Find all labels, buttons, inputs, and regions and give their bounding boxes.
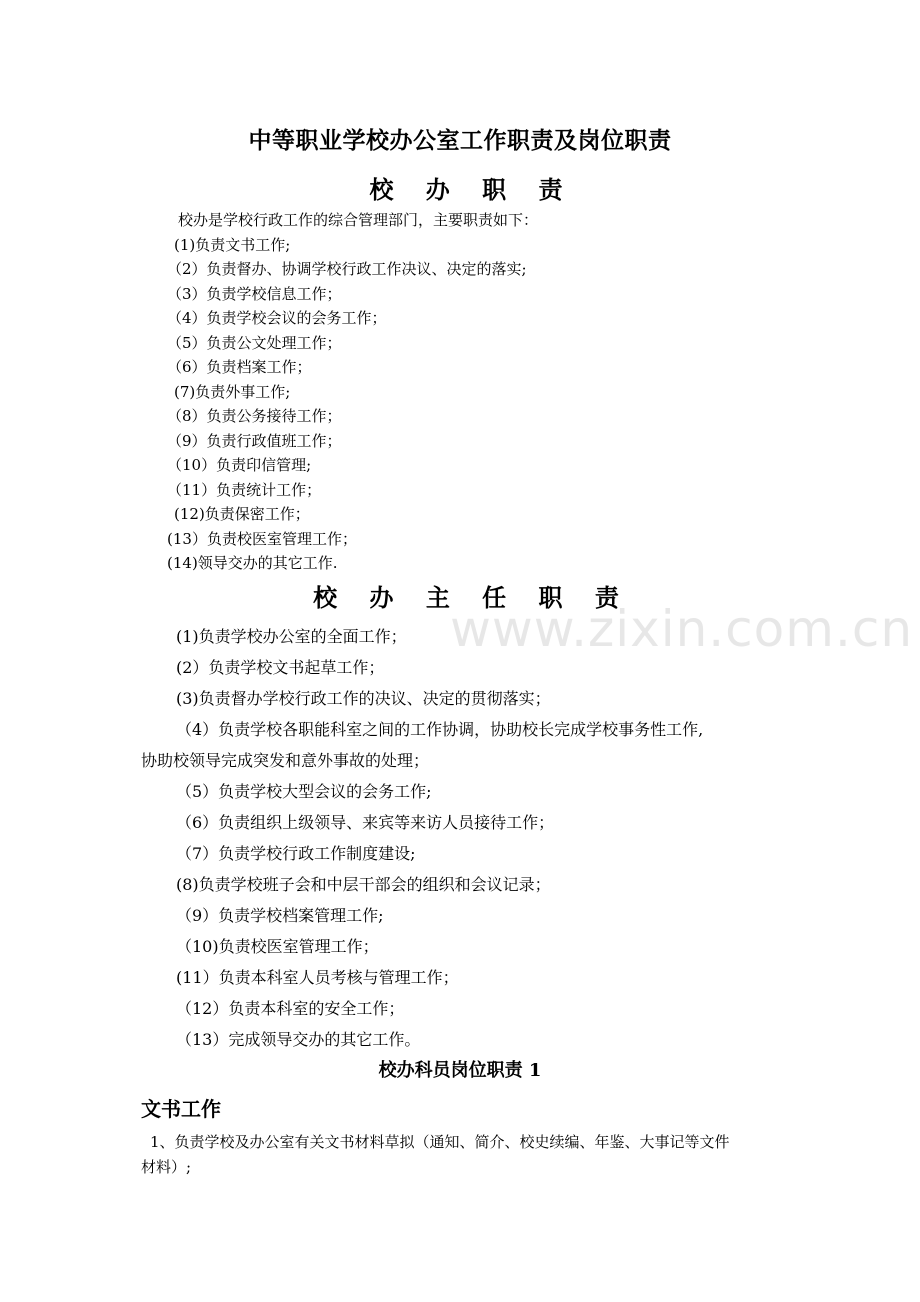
list-item: （11）负责统计工作； (167, 480, 322, 499)
subsection-heading-document-work: 文书工作 (141, 1097, 221, 1121)
list-item: （10）负责印信管理; (167, 456, 312, 474)
list-item: （2）负责督办、协调学校行政工作决议、决定的落实; (167, 260, 527, 278)
list-item-continuation: 材料）; (141, 1158, 192, 1176)
office-duties-list (0, 208, 920, 576)
watermark-text: www.zixin.com.cn (450, 600, 914, 658)
list-item: (1)负责文书工作; (174, 235, 291, 254)
document-title: 中等职业学校办公室工作职责及岗位职责 (248, 127, 672, 154)
list-item: (1)负责学校办公室的全面工作； (176, 627, 407, 646)
list-item: （6）负责组织上级领导、来宾等来访人员接待工作； (176, 813, 555, 832)
list-item: （4）负责学校会议的会务工作； (167, 309, 387, 327)
section-heading-director-duties: 校 办 主 任 职 责 (313, 583, 631, 612)
list-item: （7）负责学校行政工作制度建设; (176, 844, 416, 863)
list-item: (12)负责保密工作； (174, 505, 310, 523)
list-item: （13）完成领导交办的其它工作。 (176, 1030, 421, 1049)
list-item: (7)负责外事工作; (174, 382, 291, 401)
list-item: (8)负责学校班子会和中层干部会的组织和会议记录； (176, 875, 551, 894)
list-item: （5）负责公文处理工作； (167, 333, 342, 352)
list-item: （4）负责学校各职能科室之间的工作协调，协助校长完成学校事务性工作, (176, 720, 704, 739)
list-item: (3)负责督办学校行政工作的决议、决定的贯彻落实； (176, 689, 551, 708)
list-item: (2）负责学校文书起草工作； (176, 658, 385, 677)
list-item: （3）负责学校信息工作； (167, 284, 342, 303)
list-item: （12）负责本科室的安全工作； (176, 999, 405, 1018)
director-duties-list (0, 621, 920, 1055)
list-item-continuation: 协助校领导完成突发和意外事故的处理； (141, 751, 430, 770)
intro-line: 校办是学校行政工作的综合管理部门，主要职责如下： (178, 211, 539, 229)
list-item: 1、负责学校及办公室有关文书材料草拟（通知、简介、校史续编、年鉴、大事记等文件 (150, 1133, 730, 1151)
clerk-duties-list (0, 1130, 920, 1180)
list-item: （10)负责校医室管理工作； (176, 937, 379, 956)
list-item: (14)领导交办的其它工作. (167, 554, 338, 572)
list-item: （9）负责学校档案管理工作; (176, 906, 384, 925)
list-item: （8）负责公务接待工作； (167, 407, 342, 425)
list-item: （6）负责档案工作； (167, 358, 312, 376)
list-item: （5）负责学校大型会议的会务工作; (176, 782, 432, 801)
list-item: (13）负责校医室管理工作； (167, 529, 357, 548)
section-heading-office-duties: 校 办 职 责 (369, 175, 575, 204)
list-item: （9）负责行政值班工作； (167, 431, 342, 450)
list-item: (11）负责本科室人员考核与管理工作； (176, 968, 459, 987)
section-heading-clerk-duties: 校办科员岗位职责 1 (378, 1060, 542, 1081)
